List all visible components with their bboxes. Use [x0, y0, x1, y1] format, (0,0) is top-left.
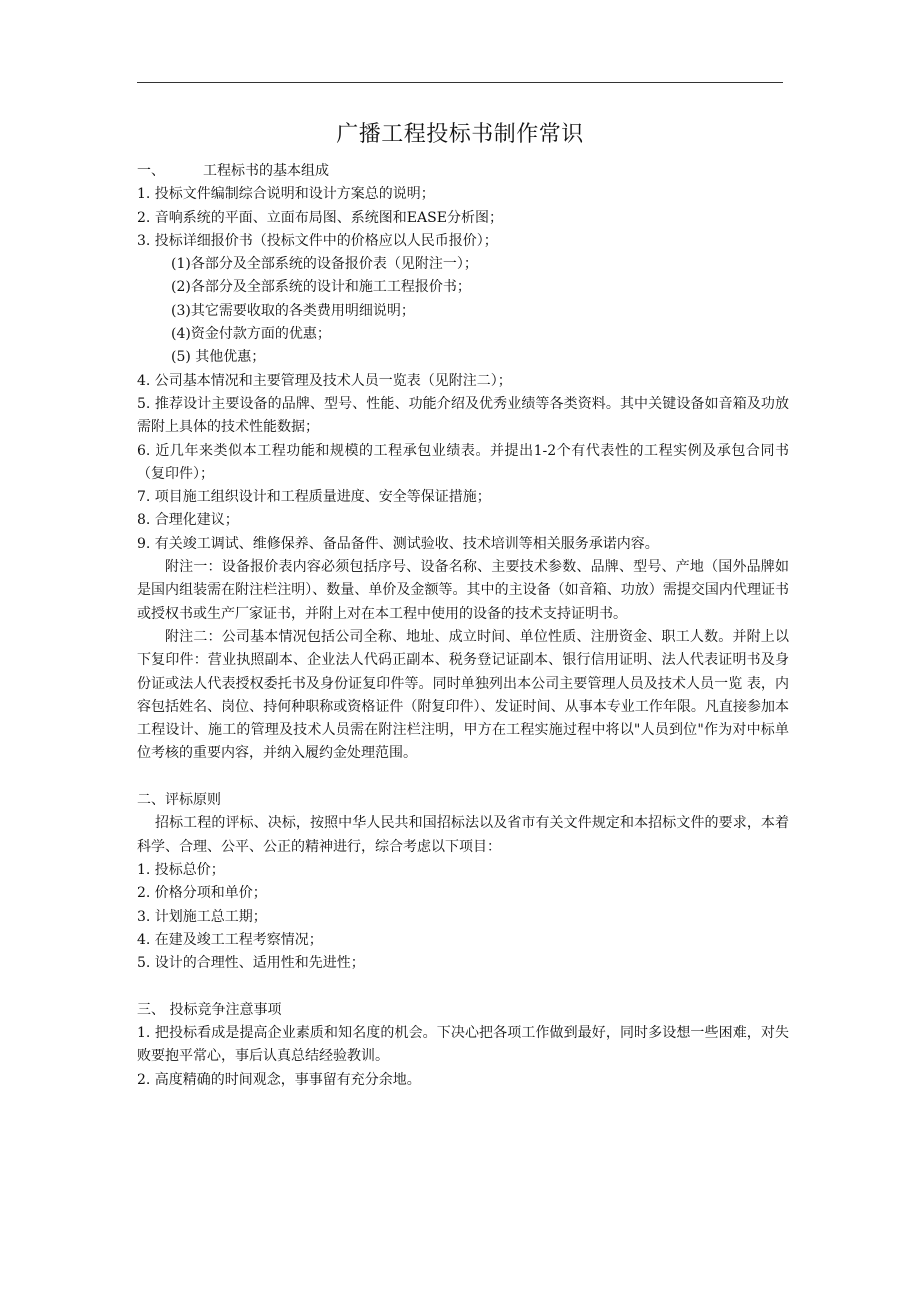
- note-1-paragraph: 附注一：设备报价表内容必须包括序号、设备名称、主要技术参数、品牌、型号、产地（国外品牌如是国内组装需在附注栏注明）、数量、单价及金额等。其中的主设备（如音箱、功放）需提交国内代理证书或授权书或生产厂家证书，并附上对在本工程中使用的设备的技术支持证明书。: [137, 559, 789, 622]
- sub-list-item: (5) 其他优惠；: [171, 349, 266, 366]
- list-item: 8. 合理化建议；: [137, 512, 239, 529]
- section-2-intro: 招标工程的评标、决标，按照中华人民共和国招标法以及省市有关文件规定和本招标文件的要求，本着科学、合理、公平、公正的精神进行，综合考虑以下项目：: [137, 815, 789, 855]
- list-item: 9. 有关竣工调试、维修保养、备品备件、测试验收、技术培训等相关服务承诺内容。: [137, 535, 659, 552]
- list-item: 7. 项目施工组织设计和工程质量进度、安全等保证措施；: [137, 489, 491, 506]
- list-item: 3. 计划施工总工期；: [137, 908, 267, 925]
- list-item: 4. 在建及竣工工程考察情况；: [137, 931, 323, 948]
- sub-list-item: (2)各部分及全部系统的设计和施工工程报价书；: [171, 279, 471, 296]
- sub-list-item: (3)其它需要收取的各类费用明细说明；: [171, 302, 415, 319]
- list-item: 4. 公司基本情况和主要管理及技术人员一览表（见附注二）；: [137, 372, 512, 389]
- list-item: 2. 高度精确的时间观念，事事留有充分余地。: [137, 1071, 421, 1088]
- list-item: 6. 近几年来类似本工程功能和规模的工程承包业绩表。并提出1-2个有代表性的工程实例及承包合同书（复印件）；: [137, 442, 789, 482]
- list-item: 5. 设计的合理性、适用性和先进性；: [137, 955, 365, 972]
- list-item: 2. 价格分项和单价；: [137, 885, 267, 902]
- section-1-title: 工程标书的基本组成: [203, 163, 329, 179]
- sub-list-item: (1)各部分及全部系统的设备报价表（见附注一）；: [171, 256, 478, 273]
- list-item: 1. 投标总价；: [137, 861, 225, 878]
- list-item: 5. 推荐设计主要设备的品牌、型号、性能、功能介绍及优秀业绩等各类资料。其中关键设备如音箱及功放需附上具体的技术性能数据；: [137, 395, 789, 436]
- section-1-number: 一、: [137, 163, 165, 179]
- list-item: 1. 把投标看成是提高企业素质和知名度的机会。下决心把各项工作做到最好，同时多设想一些困难，对失败要抱平常心，事后认真总结经验教训。: [137, 1024, 789, 1065]
- document-title: 广播工程投标书制作常识: [336, 122, 584, 147]
- list-item: 1. 投标文件编制综合说明和设计方案总的说明；: [137, 186, 435, 203]
- section-3-heading: 三、 投标竞争注意事项: [137, 1001, 282, 1018]
- document-body: [137, 160, 789, 1092]
- note-2-paragraph: 附注二：公司基本情况包括公司全称、地址、成立时间、单位性质、注册资金、职工人数。并附上以下复印件：营业执照副本、企业法人代码正副本、税务登记证副本、银行信用证明、法人代表证明书及身份证或法人代表授权委托书及身份证复印件等。同时单独列出本公司主要管理人员及技术人员一览 表，内容包括姓名、岗位、持何种职称或资格证件（附复印件）、发证时间、从事本专业工作年限。凡直接参加本工程设计、施工的管理及技术人员需在附注栏注明，甲方在工程实施过程中将以"人员到位"作为对中标单位考核的重要内容，并纳入履约金处理范围。: [137, 628, 789, 762]
- list-item: 2. 音响系统的平面、立面布局图、系统图和EASE分析图；: [137, 209, 503, 226]
- section-2-heading: 二、评标原则: [137, 792, 221, 809]
- sub-list-item: (4)资金付款方面的优惠；: [171, 326, 331, 343]
- section-1-heading: [137, 160, 789, 183]
- list-item: 3. 投标详细报价书（投标文件中的价格应以人民币报价）；: [137, 232, 498, 249]
- header-rule: [137, 82, 783, 83]
